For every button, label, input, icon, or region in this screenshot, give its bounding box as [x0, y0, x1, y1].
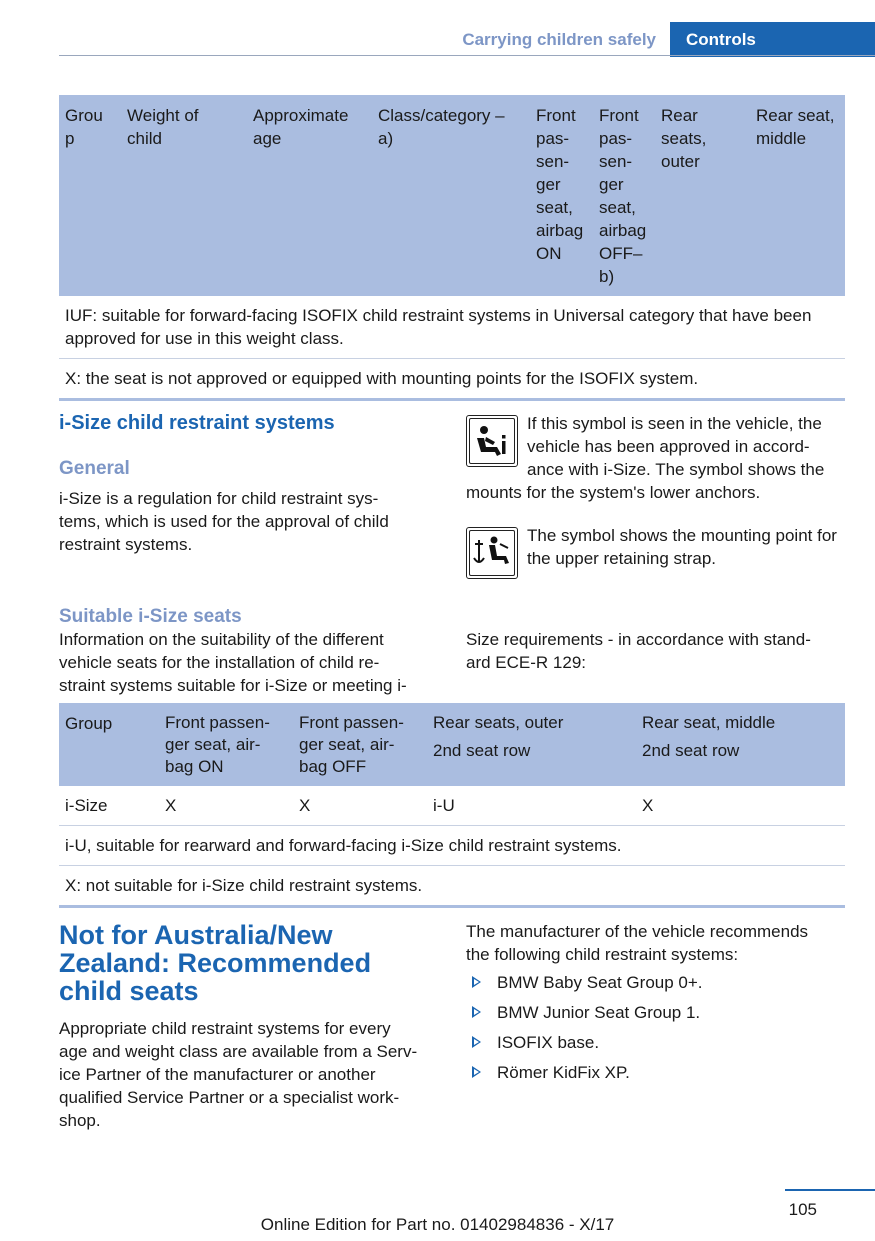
bullet-triangle-icon [472, 976, 481, 988]
col-group: Grou p [59, 95, 121, 296]
list-item [466, 1061, 844, 1091]
page-number: 105 [788, 1200, 817, 1219]
recommended-heading: Not for Australia/New Zealand: Recommended child seats [59, 920, 372, 1006]
isize-heading: i-Size child restraint systems [59, 412, 335, 434]
suitable-heading: Suitable i-Size seats [59, 606, 242, 627]
top-tether-symbol-icon [466, 527, 518, 579]
general-text: i-Size is a regulation for child restraint sys- tems, which is used for the approval of child restraint systems. [59, 489, 389, 554]
list-item-text: Römer KidFix XP. [497, 1063, 630, 1082]
list-item [466, 971, 844, 1001]
isofix-table [59, 95, 845, 401]
section-title: Carrying children safely [462, 30, 656, 49]
chapter-tab: Controls [670, 22, 875, 57]
isize-symbol-text [466, 412, 844, 504]
isize-note-iu: i-U, suitable for rearward and forward-facing i-Size child restraint systems. [59, 826, 845, 866]
top-tether-text: The symbol shows the mounting point for the upper retaining strap. [527, 526, 837, 568]
isize-col-rear-middle: Rear seat, middle 2nd seat row [636, 703, 845, 786]
list-item [466, 1031, 844, 1061]
list-item [466, 1001, 844, 1031]
isofix-note-iuf: IUF: suitable for forward-facing ISOFIX child restraint systems in Universal category that have been approved for use in this weight class. [59, 296, 845, 359]
header-rule [59, 55, 875, 56]
list-item-text: BMW Junior Seat Group 1. [497, 1003, 701, 1022]
isize-cell-front-on: X [159, 786, 293, 826]
isize-col-front-on: Front passen- ger seat, air- bag ON [159, 703, 293, 786]
isize-col-group: Group [59, 703, 159, 786]
isize-cell-rear-outer: i-U [427, 786, 636, 826]
col-rear-middle: Rear seat, middle [750, 95, 845, 296]
isize-note-x: X: not suitable for i-Size child restraint systems. [59, 866, 845, 907]
isofix-note-x: X: the seat is not approved or equipped with mounting points for the ISOFIX system. [59, 359, 845, 400]
suitable-text: Information on the suitability of the different vehicle seats for the installation of child re- straint systems suitable for i-Size or meeting i- [59, 630, 407, 695]
footer-edition: Online Edition for Part no. 01402984836 - X/17 [260, 1215, 615, 1234]
col-rear-outer: Rear seats, outer [655, 95, 750, 296]
isize-table [59, 703, 845, 908]
isize-col-front-off: Front passen- ger seat, air- bag OFF [293, 703, 427, 786]
col-class: Class/category – a) [372, 95, 530, 296]
bullet-triangle-icon [472, 1036, 481, 1048]
bullet-triangle-icon [472, 1066, 481, 1078]
col-front-airbag-off: Front pas- sen- ger seat, airbag OFF– b) [593, 95, 655, 296]
size-requirements-text: Size requirements - in accordance with stand- ard ECE-R 129: [466, 630, 811, 672]
recommended-intro: The manufacturer of the vehicle recommends the following child restraint systems: [466, 922, 809, 964]
list-item-text: ISOFIX base. [497, 1033, 600, 1052]
recommended-text: Appropriate child restraint systems for every age and weight class are available from a Serv- ice Partner of the manufacturer or another qualified Service Partner or a specialist work- shop. [59, 1019, 418, 1130]
isize-cell-front-off: X [293, 786, 427, 826]
isize-col-rear-outer: Rear seats, outer 2nd seat row [427, 703, 636, 786]
col-weight: Weight of child [121, 95, 247, 296]
isize-symbol-desc: If this symbol is seen in the vehicle, the vehicle has been approved in accord-ance with i-Size. The symbol shows the mounts for the system's lower anchors. [466, 414, 825, 502]
isize-cell-rear-middle: X [636, 786, 845, 826]
general-heading: General [59, 458, 130, 479]
list-item-text: BMW Baby Seat Group 0+. [497, 973, 703, 992]
col-age: Approximate age [247, 95, 372, 296]
bullet-triangle-icon [472, 1006, 481, 1018]
col-front-airbag-on: Front pas- sen- ger seat, airbag ON [530, 95, 593, 296]
page-number-rule [785, 1189, 875, 1191]
recommended-list [466, 971, 844, 1091]
isize-cell-group: i-Size [59, 786, 159, 826]
